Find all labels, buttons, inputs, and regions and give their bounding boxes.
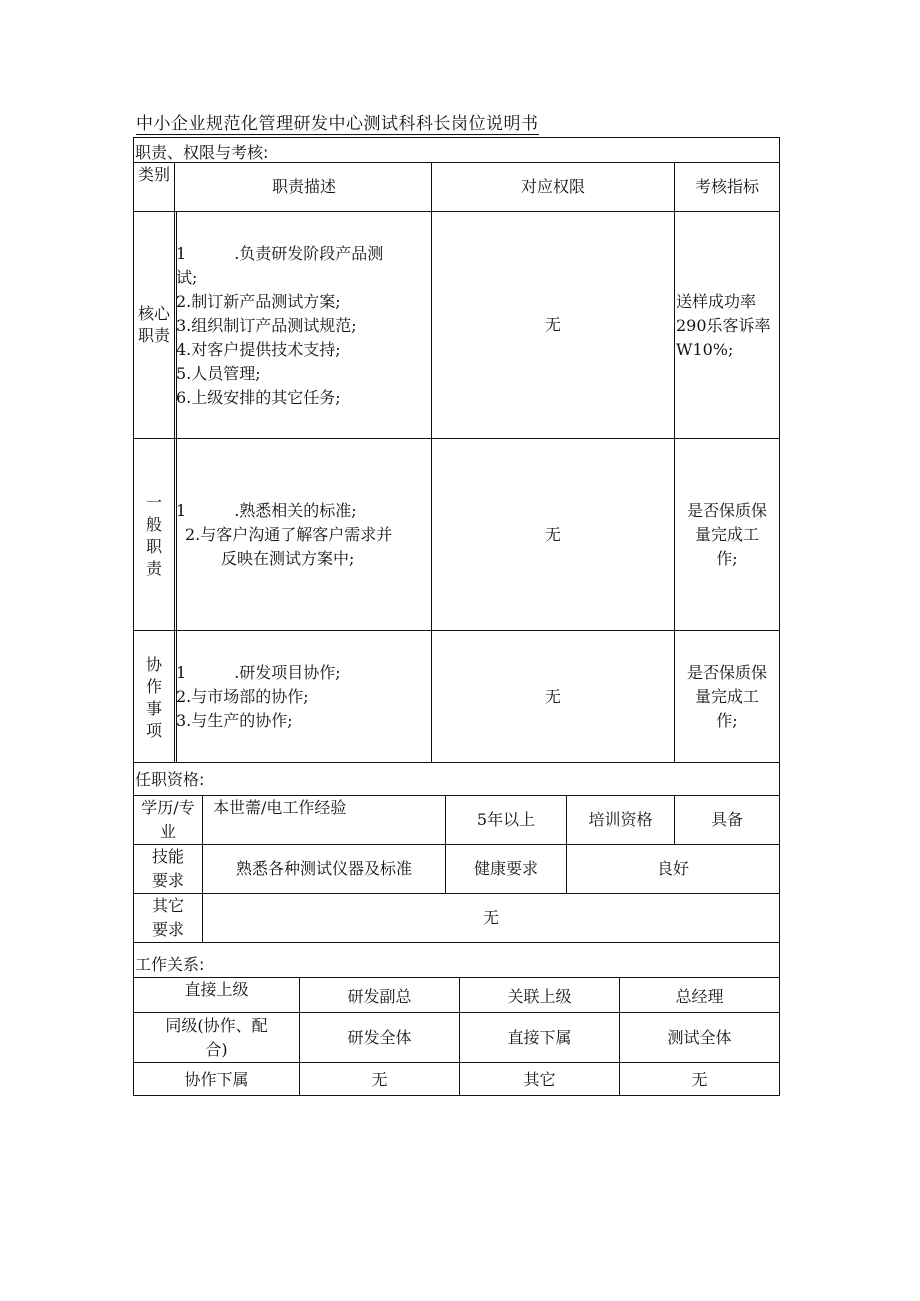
- coop-subordinate-label: 协作下属: [184, 1069, 249, 1089]
- related-superior-value: 总经理: [675, 987, 724, 1006]
- general-duties-list: [176, 499, 392, 571]
- peer-label: 同级(协作、配 合): [165, 1015, 268, 1059]
- health-value: 良好: [656, 859, 689, 878]
- list-item: 1 .熟悉相关的标准;: [176, 501, 357, 520]
- section-relations-heading: 工作关系:: [135, 955, 205, 974]
- health-label: 健康要求: [473, 859, 538, 878]
- list-item: 2.与市场部的协作;: [176, 687, 309, 706]
- other-requirements-label: 其它 要求: [151, 896, 184, 939]
- other-requirements-value: 无: [482, 908, 499, 927]
- rule: [133, 942, 780, 943]
- education-label: 学历/专 业: [141, 798, 195, 841]
- section-duties-heading: 职责、权限与考核:: [135, 143, 269, 162]
- coop-subordinate-value: 无: [371, 1069, 388, 1089]
- core-duties-list: [176, 242, 383, 410]
- header-kpi: 考核指标: [694, 177, 759, 196]
- section-qualifications-heading: 任职资格:: [135, 770, 205, 789]
- list-item: 试;: [176, 268, 198, 287]
- training-label: 培训资格: [588, 810, 653, 829]
- direct-superior-label: 直接上级: [184, 980, 249, 999]
- skills-value: 熟悉各种测试仪器及标准: [235, 859, 412, 878]
- list-item: 3.与生产的协作;: [176, 711, 293, 730]
- list-item: 2.与客户沟通了解客户需求并: [185, 525, 393, 544]
- rule: [133, 762, 780, 763]
- header-authority: 对应权限: [520, 177, 585, 196]
- list-item: 3.组织制订产品测试规范;: [176, 316, 357, 335]
- rule: [174, 162, 175, 762]
- core-duties-authority: 无: [544, 315, 561, 334]
- education-value: 本世薷/电工作经验: [213, 798, 347, 817]
- header-description: 职责描述: [271, 177, 336, 196]
- other-relation-label: 其它: [523, 1069, 556, 1089]
- related-superior-label: 关联上级: [507, 987, 572, 1006]
- cooperation-authority: 无: [544, 686, 561, 706]
- list-item: 6.上级安排的其它任务;: [176, 388, 341, 407]
- cooperation-list: [176, 661, 341, 733]
- peer-value: 研发全体: [347, 1027, 412, 1047]
- core-duties-kpi: 送样成功率 290乐客诉率 W10%;: [676, 292, 771, 359]
- list-item: 2.制订新产品测试方案;: [176, 292, 341, 311]
- category-cooperation: 协 作 事 项: [145, 655, 162, 740]
- list-item: 5.人员管理;: [176, 364, 261, 383]
- category-general-duties: 一 般 职 责: [145, 493, 162, 578]
- skills-label: 技能 要求: [151, 847, 184, 890]
- list-item: 反映在测试方案中;: [221, 549, 355, 568]
- category-core-duties: 核心 职责: [137, 304, 170, 345]
- experience-value: 5年以上: [476, 810, 536, 829]
- page-title: 中小企业规范化管理研发中心测试科科长岗位说明书: [136, 114, 539, 134]
- direct-subordinate-label: 直接下属: [507, 1027, 572, 1047]
- list-item: 1 .研发项目协作;: [176, 663, 341, 682]
- general-duties-kpi: 是否保质保 量完成工 作;: [686, 500, 767, 568]
- other-relation-value: 无: [691, 1069, 708, 1089]
- training-value: 具备: [710, 810, 743, 829]
- direct-subordinate-value: 测试全体: [667, 1027, 732, 1047]
- direct-superior-value: 研发副总: [347, 987, 412, 1006]
- list-item: 4.对客户提供技术支持;: [176, 340, 341, 359]
- header-category: 类别: [137, 165, 170, 184]
- cooperation-kpi: 是否保质保 量完成工 作;: [686, 662, 767, 730]
- list-item: 1 .负责研发阶段产品测: [176, 244, 384, 263]
- general-duties-authority: 无: [544, 524, 561, 544]
